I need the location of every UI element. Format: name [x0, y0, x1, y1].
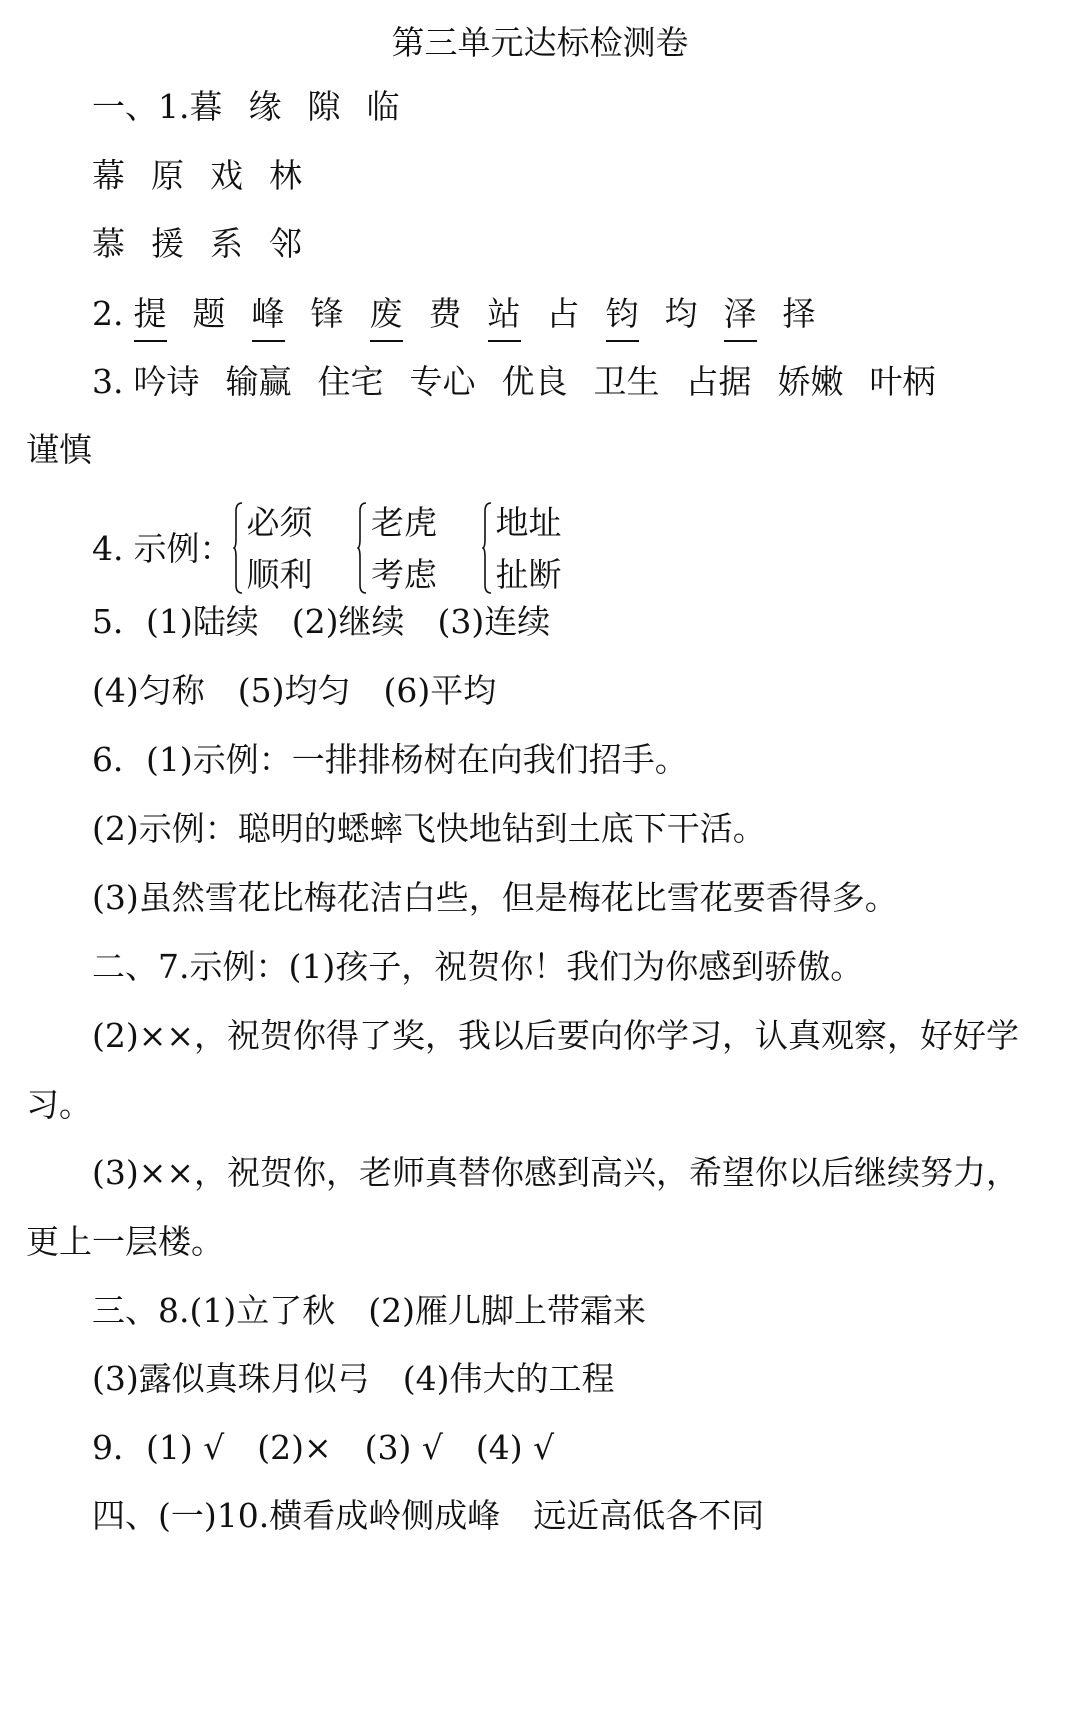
q1-char: 临	[366, 87, 400, 126]
brace-icon	[233, 501, 243, 595]
q4-word-bottom: 考虑	[371, 555, 437, 594]
q3-word: 吟诗	[133, 362, 200, 401]
q3-prefix: 3.	[92, 362, 124, 401]
q1-row1	[92, 82, 426, 132]
q7-line3: (3)××，祝贺你，老师真替你感到高兴，希望你以后继续努力，	[92, 1153, 1020, 1192]
q4-pair-group	[357, 497, 437, 601]
q1-row2	[92, 151, 328, 201]
q10-line1: 四、(一)10.横看成岭侧成峰 远近高低各不同	[92, 1496, 765, 1535]
q3-word: 卫生	[593, 362, 660, 401]
q2-word: 费	[428, 294, 462, 333]
q6-line3: (3)虽然雪花比梅花洁白些，但是梅花比雪花要香得多。	[92, 878, 898, 917]
q3-continuation: 谨慎	[26, 430, 92, 469]
q3-row	[92, 357, 936, 407]
q3-word: 住宅	[317, 362, 384, 401]
q4-word-top: 老虎	[371, 503, 437, 542]
q1-char: 戏	[210, 156, 243, 195]
q1-char: 幕	[92, 156, 125, 195]
q2-word: 废	[370, 289, 403, 342]
brace-icon	[357, 501, 367, 595]
q2-word: 泽	[724, 289, 757, 342]
q2-word: 提	[134, 289, 167, 342]
q4-word-top: 地址	[495, 503, 562, 542]
q1-char: 原	[151, 156, 184, 195]
q2-word: 均	[664, 294, 698, 333]
q4-word-bottom: 扯断	[495, 555, 562, 594]
q3-word: 输赢	[225, 362, 292, 401]
q7-line2-continuation: 习。	[26, 1085, 92, 1124]
q4-label: 示例：	[133, 529, 233, 568]
q4-word-bottom: 顺利	[246, 555, 313, 594]
q2-word: 站	[488, 289, 521, 342]
q5-line1: 5．(1)陆续 (2)继续 (3)连续	[92, 602, 551, 641]
q2-word: 钧	[606, 289, 639, 342]
q7-line1: 二、7.示例：(1)孩子，祝贺你！我们为你感到骄傲。	[92, 947, 864, 986]
q2-word: 题	[192, 294, 226, 333]
q4-pairs	[233, 497, 596, 601]
q2-word: 峰	[252, 289, 285, 342]
q4-prefix: 4.	[92, 529, 124, 568]
q8-line2: (3)露似真珠月似弓 (4)伟大的工程	[92, 1359, 615, 1398]
q1-row3	[92, 219, 328, 269]
q4-row	[92, 497, 596, 601]
q2-word: 占	[546, 294, 580, 333]
q3-word: 娇嫩	[777, 362, 844, 401]
q2-word: 择	[782, 294, 816, 333]
q2-word: 锋	[310, 294, 344, 333]
q1-char: 隙	[307, 87, 341, 126]
q1-char: 缘	[248, 87, 282, 126]
q8-line1: 三、8.(1)立了秋 (2)雁儿脚上带霜来	[92, 1291, 646, 1330]
q4-pair-group	[233, 497, 313, 601]
q7-line2: (2)××，祝贺你得了奖，我以后要向你学习，认真观察，好好学	[92, 1016, 1020, 1055]
q2-row	[92, 289, 842, 342]
brace-icon	[482, 501, 492, 595]
q5-line2: (4)匀称 (5)均匀 (6)平均	[92, 671, 497, 710]
q9-line1: 9．(1) √ (2)× (3) √ (4) √	[92, 1428, 555, 1467]
q1-char: 系	[210, 224, 243, 263]
q1-char: 林	[269, 156, 302, 195]
q6-line2: (2)示例：聪明的蟋蟀飞快地钻到土底下干活。	[92, 809, 766, 848]
q1-char: 暮	[189, 87, 223, 126]
q3-word: 专心	[409, 362, 476, 401]
page-title: 第三单元达标检测卷	[391, 23, 689, 62]
q4-pair-group	[482, 497, 562, 601]
q2-prefix: 2.	[92, 294, 124, 333]
q3-word: 叶柄	[869, 362, 936, 401]
q1-char: 邻	[269, 224, 302, 263]
q3-word: 优良	[501, 362, 568, 401]
q4-word-top: 必须	[246, 503, 313, 542]
q1-char: 慕	[92, 224, 125, 263]
q1-char: 援	[151, 224, 184, 263]
q7-line3-continuation: 更上一层楼。	[26, 1222, 224, 1261]
q1-prefix: 一、1.	[92, 87, 190, 126]
q6-line1: 6．(1)示例：一排排杨树在向我们招手。	[92, 740, 688, 779]
q3-word: 占据	[685, 362, 752, 401]
